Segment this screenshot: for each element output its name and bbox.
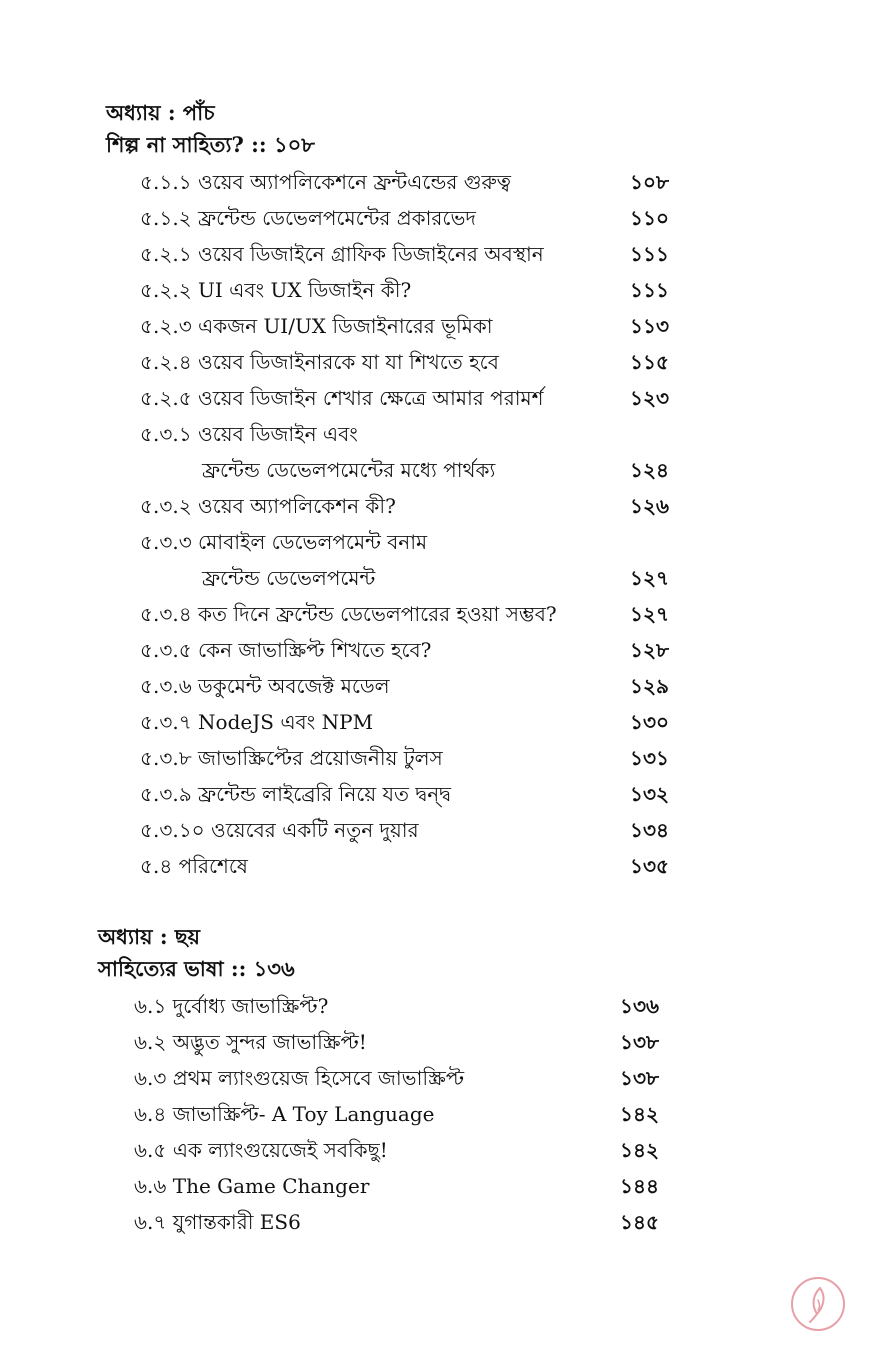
entry-title: ৫.৩.৫ কেন জাভাস্ক্রিপ্ট শিখতে হবে? [140, 638, 432, 662]
entry-page-number: ১২৯ [630, 674, 669, 698]
entry-page-number: ১৩০ [630, 710, 669, 734]
entry-page-number: ১৪২ [620, 1138, 659, 1162]
toc-entry [0, 988, 870, 1024]
entry-title: ৫.৩.৬ ডকুমেন্ট অবজেক্ট মডেল [140, 674, 390, 698]
entry-title: ৫.২.৪ ওয়েব ডিজাইনারকে যা যা শিখতে হবে [140, 350, 499, 374]
toc-entry [0, 524, 870, 596]
chapter-6-section [0, 922, 870, 1240]
entry-title: ৫.৩.৯ ফ্রন্টেন্ড লাইব্রেরি নিয়ে যত দ্বন্দ্ব [140, 782, 452, 806]
entry-page-number: ১২৮ [630, 638, 669, 662]
toc-entry [0, 1024, 870, 1060]
entry-page-number: ১৩৬ [620, 994, 659, 1018]
toc-entry [0, 344, 870, 380]
toc-entry [0, 1096, 870, 1132]
entry-page-number: ১৩২ [630, 782, 669, 806]
quill-logo-icon [790, 1276, 846, 1332]
entry-title: ৫.১.২ ফ্রন্টেন্ড ডেভেলপমেন্টের প্রকারভেদ [140, 206, 476, 230]
entry-page-number: ১৪২ [620, 1102, 659, 1126]
entry-title: ৬.৪ জাভাস্ক্রিপ্ট- A Toy Language [134, 1102, 435, 1126]
entry-title: ৬.৭ যুগান্তকারী ES6 [134, 1210, 301, 1234]
toc-entry [0, 1168, 870, 1204]
toc-entry [0, 596, 870, 632]
entry-page-number: ১২৭ [630, 602, 669, 626]
chapter-label: অধ্যায় : পাঁচ [106, 100, 215, 125]
entry-title: ৫.৩.২ ওয়েব অ্যাপলিকেশন কী? [140, 494, 396, 518]
toc-entry [0, 848, 870, 884]
chapter-5-section [0, 98, 870, 884]
toc-list [0, 988, 870, 1240]
toc-entry [0, 1204, 870, 1240]
entry-title: ৫.৩.১ ওয়েব ডিজাইন এবং [140, 422, 358, 446]
entry-title: ৫.৪ পরিশেষে [140, 854, 248, 878]
entry-page-number: ১৩৪ [630, 818, 669, 842]
chapter-title: শিল্প না সাহিত্য? :: ১০৮ [106, 132, 315, 157]
entry-page-number: ১২৪ [630, 458, 669, 482]
entry-page-number: ১২৭ [630, 566, 669, 590]
entry-title: ৫.৩.৩ মোবাইল ডেভেলপমেন্ট বনাম [140, 530, 428, 554]
entry-page-number: ১১০ [630, 206, 669, 230]
entry-title: ৫.৩.৮ জাভাস্ক্রিপ্টের প্রয়োজনীয় টুলস [140, 746, 443, 770]
entry-page-number: ১২৩ [630, 386, 669, 410]
toc-list [0, 164, 870, 884]
entry-title: ৬.৩ প্রথম ল্যাংগুয়েজ হিসেবে জাভাস্ক্রিপ্ট [134, 1066, 465, 1090]
entry-page-number: ১৩৮ [620, 1066, 659, 1090]
entry-page-number: ১৩৫ [630, 854, 669, 878]
entry-page-number: ১১১ [630, 242, 669, 266]
toc-entry [0, 1060, 870, 1096]
entry-page-number: ১৩১ [630, 746, 669, 770]
toc-entry [0, 632, 870, 668]
toc-entry [0, 668, 870, 704]
entry-page-number: ১৩৮ [620, 1030, 659, 1054]
entry-title: ৫.২.৫ ওয়েব ডিজাইন শেখার ক্ষেত্রে আমার পরামর্শ [140, 386, 544, 410]
toc-entry [0, 200, 870, 236]
entry-title: ৫.২.১ ওয়েব ডিজাইনে গ্রাফিক ডিজাইনের অবস্থান [140, 242, 544, 266]
entry-title: ৫.৩.১০ ওয়েবের একটি নতুন দুয়ার [140, 818, 419, 842]
toc-entry [0, 236, 870, 272]
entry-page-number: ১১৩ [630, 314, 669, 338]
toc-entry [0, 416, 870, 488]
toc-entry [0, 164, 870, 200]
toc-entry [0, 740, 870, 776]
entry-page-number: ১০৮ [630, 170, 669, 194]
toc-entry [0, 272, 870, 308]
chapter-label: অধ্যায় : ছয় [98, 924, 200, 949]
entry-title: ৫.২.৩ একজন UI/UX ডিজাইনারের ভূমিকা [140, 314, 493, 338]
entry-title: ৬.৫ এক ল্যাংগুয়েজেই সবকিছু! [134, 1138, 388, 1162]
toc-entry [0, 1132, 870, 1168]
entry-title: ৬.১ দুর্বোধ্য জাভাস্ক্রিপ্ট? [134, 994, 329, 1018]
toc-entry [0, 380, 870, 416]
entry-page-number: ১১৫ [630, 350, 669, 374]
toc-entry [0, 812, 870, 848]
entry-title: ৬.২ অদ্ভুত সুন্দর জাভাস্ক্রিপ্ট! [134, 1030, 367, 1054]
entry-title-continuation: ফ্রন্টেন্ড ডেভেলপমেন্ট [202, 566, 376, 590]
entry-title-continuation: ফ্রন্টেন্ড ডেভেলপমেন্টের মধ্যে পার্থক্য [202, 458, 496, 482]
entry-title: ৫.৩.৭ NodeJS এবং NPM [140, 710, 374, 734]
entry-page-number: ১৪৫ [620, 1210, 659, 1234]
entry-page-number: ১২৬ [630, 494, 669, 518]
entry-page-number: ১১১ [630, 278, 669, 302]
entry-title: ৫.২.২ UI এবং UX ডিজাইন কী? [140, 278, 412, 302]
chapter-title: সাহিত্যের ভাষা :: ১৩৬ [98, 956, 295, 981]
toc-entry [0, 704, 870, 740]
toc-entry [0, 308, 870, 344]
toc-entry [0, 488, 870, 524]
entry-title: ৬.৬ The Game Changer [134, 1174, 370, 1198]
toc-entry [0, 776, 870, 812]
entry-title: ৫.১.১ ওয়েব অ্যাপলিকেশনে ফ্রন্টএন্ডের গুরুত্ব [140, 170, 512, 194]
entry-page-number: ১৪৪ [620, 1174, 659, 1198]
entry-title: ৫.৩.৪ কত দিনে ফ্রন্টেন্ড ডেভেলপারের হওয়া সম্ভব? [140, 602, 557, 626]
